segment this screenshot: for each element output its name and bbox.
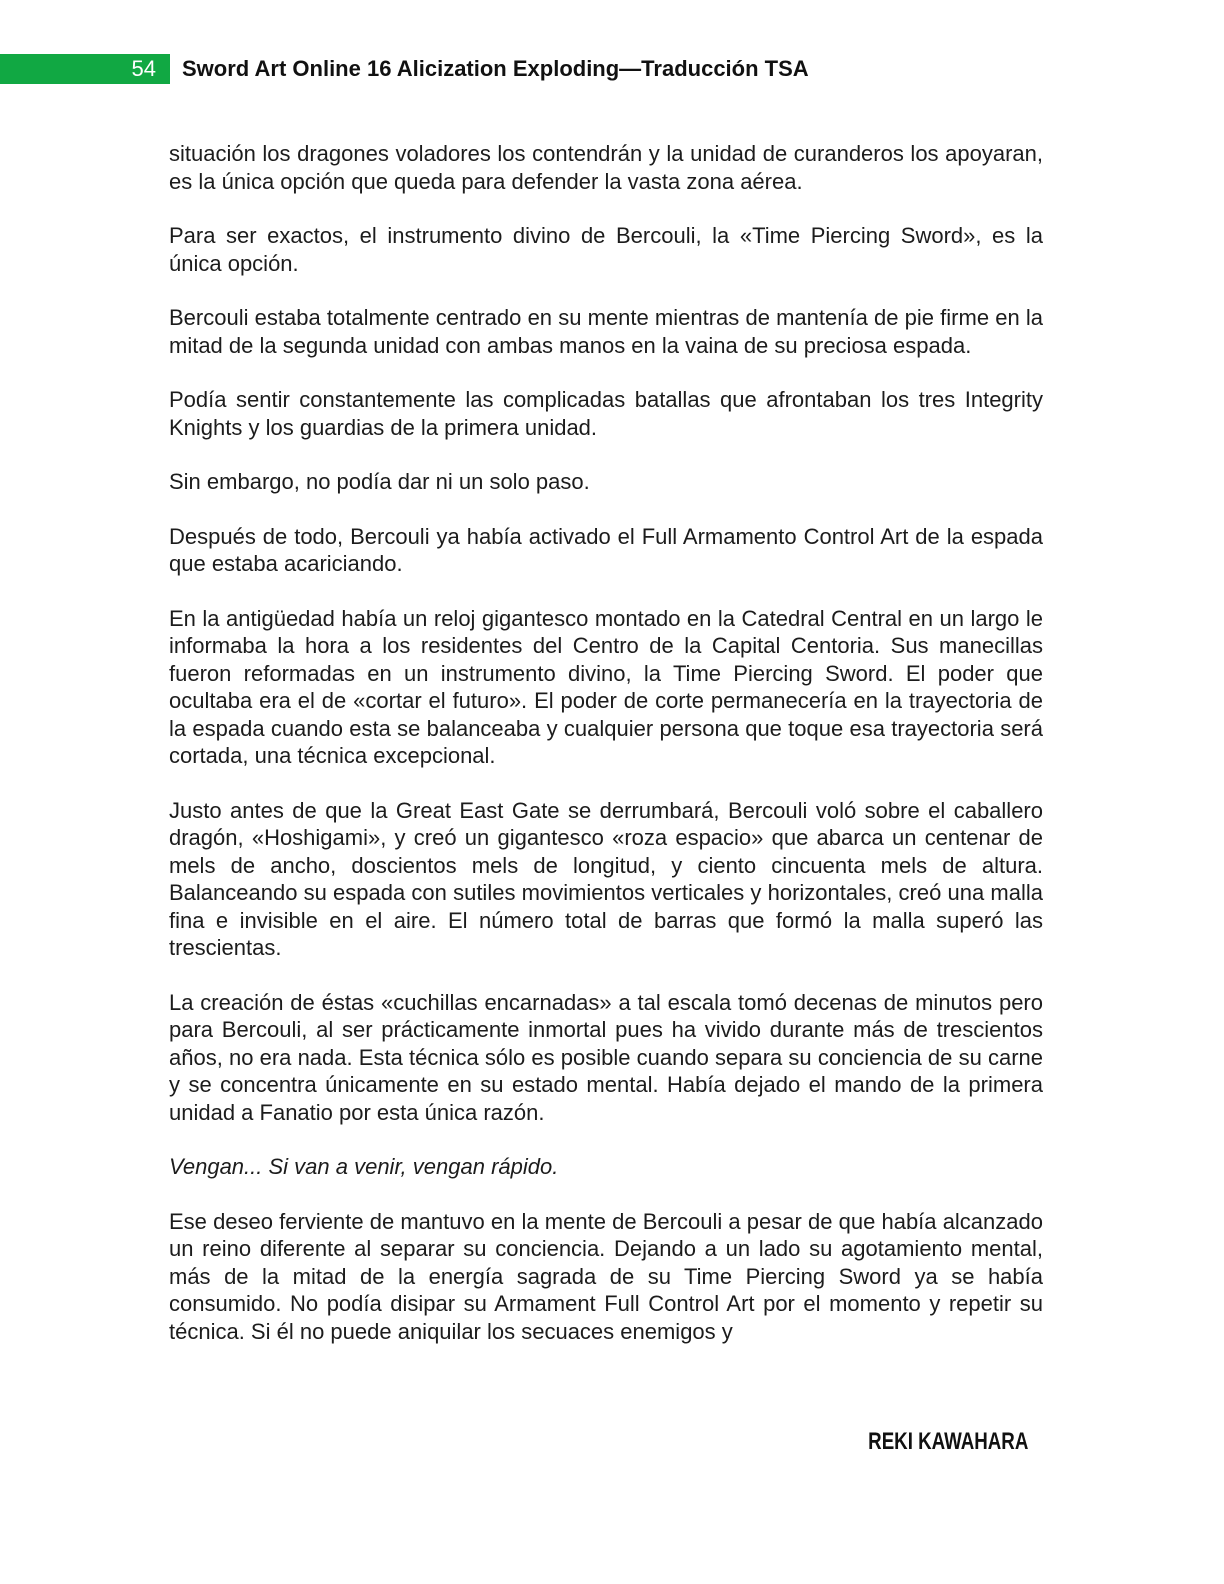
page-header	[0, 54, 1224, 84]
paragraph: En la antigüedad había un reloj gigantesco montado en la Catedral Central en un largo le informaba la hora a los residentes del Centro de la Capital Centoria. Sus manecillas fueron reformadas en un instrumento divino, la Time Piercing Sword. El poder que ocultaba era el de «cortar el futuro». El poder de corte permanecería en la trayectoria de la espada cuando esta se balanceaba y cualquier persona que toque esa trayectoria será cortada, una técnica excepcional.	[169, 605, 1043, 768]
footer-author: REKI KAWAHARA	[867, 1428, 1028, 1455]
page-number-badge	[0, 54, 170, 84]
paragraph: situación los dragones voladores los contendrán y la unidad de curanderos los apoyaran, es la única opción que queda para defender la vasta zona aérea.	[169, 141, 1043, 194]
paragraph: Para ser exactos, el instrumento divino de Bercouli, la «Time Piercing Sword», es la única opción.	[169, 223, 1043, 276]
body-text	[169, 140, 1043, 1372]
paragraph: Sin embargo, no podía dar ni un solo paso.	[169, 469, 590, 494]
italic-thought-paragraph: Vengan... Si van a venir, vengan rápido.	[169, 1154, 559, 1179]
paragraph: Bercouli estaba totalmente centrado en su mente mientras de mantenía de pie firme en la mitad de la segunda unidad con ambas manos en la vaina de su preciosa espada.	[169, 305, 1043, 358]
page-number: 54	[131, 56, 156, 81]
paragraph: La creación de éstas «cuchillas encarnadas» a tal escala tomó decenas de minutos pero para Bercouli, al ser prácticamente inmortal pues ha vivido durante más de trescientos años, no era nada. Esta técnica sólo es posible cuando separa su conciencia de su carne y se concentra únicamente en su estado mental. Había dejado el mando de la primera unidad a Fanatio por esta única razón.	[169, 989, 1043, 1125]
paragraph: Justo antes de que la Great East Gate se derrumbará, Bercouli voló sobre el caballero dragón, «Hoshigami», y creó un gigantesco «roza espacio» que abarca un centenar de mels de ancho, doscientos mels de longitud, y ciento cincuenta mels de altura. Balanceando su espada con sutiles movimientos verticales y horizontales, creó una malla fina e invisible en el aire. El número total de barras que formó la malla superó las trescientas.	[169, 797, 1043, 960]
paragraph: Podía sentir constantemente las complicadas batallas que afrontaban los tres Integrity Knights y los guardias de la primera unidad.	[169, 387, 1043, 440]
paragraph: Después de todo, Bercouli ya había activado el Full Armamento Control Art de la espada que estaba acariciando.	[169, 523, 1043, 576]
paragraph: Ese deseo ferviente de mantuvo en la mente de Bercouli a pesar de que había alcanzado un reino diferente al separar su conciencia. Dejando a un lado su agotamiento mental, más de la mitad de la energía sagrada de su Time Piercing Sword ya se había consumido. No podía disipar su Armament Full Control Art por el momento y repetir su técnica. Si él no puede aniquilar los secuaces enemigos y	[169, 1208, 1043, 1344]
running-title: Sword Art Online 16 Alicization Exploding—Traducción TSA	[182, 56, 809, 81]
